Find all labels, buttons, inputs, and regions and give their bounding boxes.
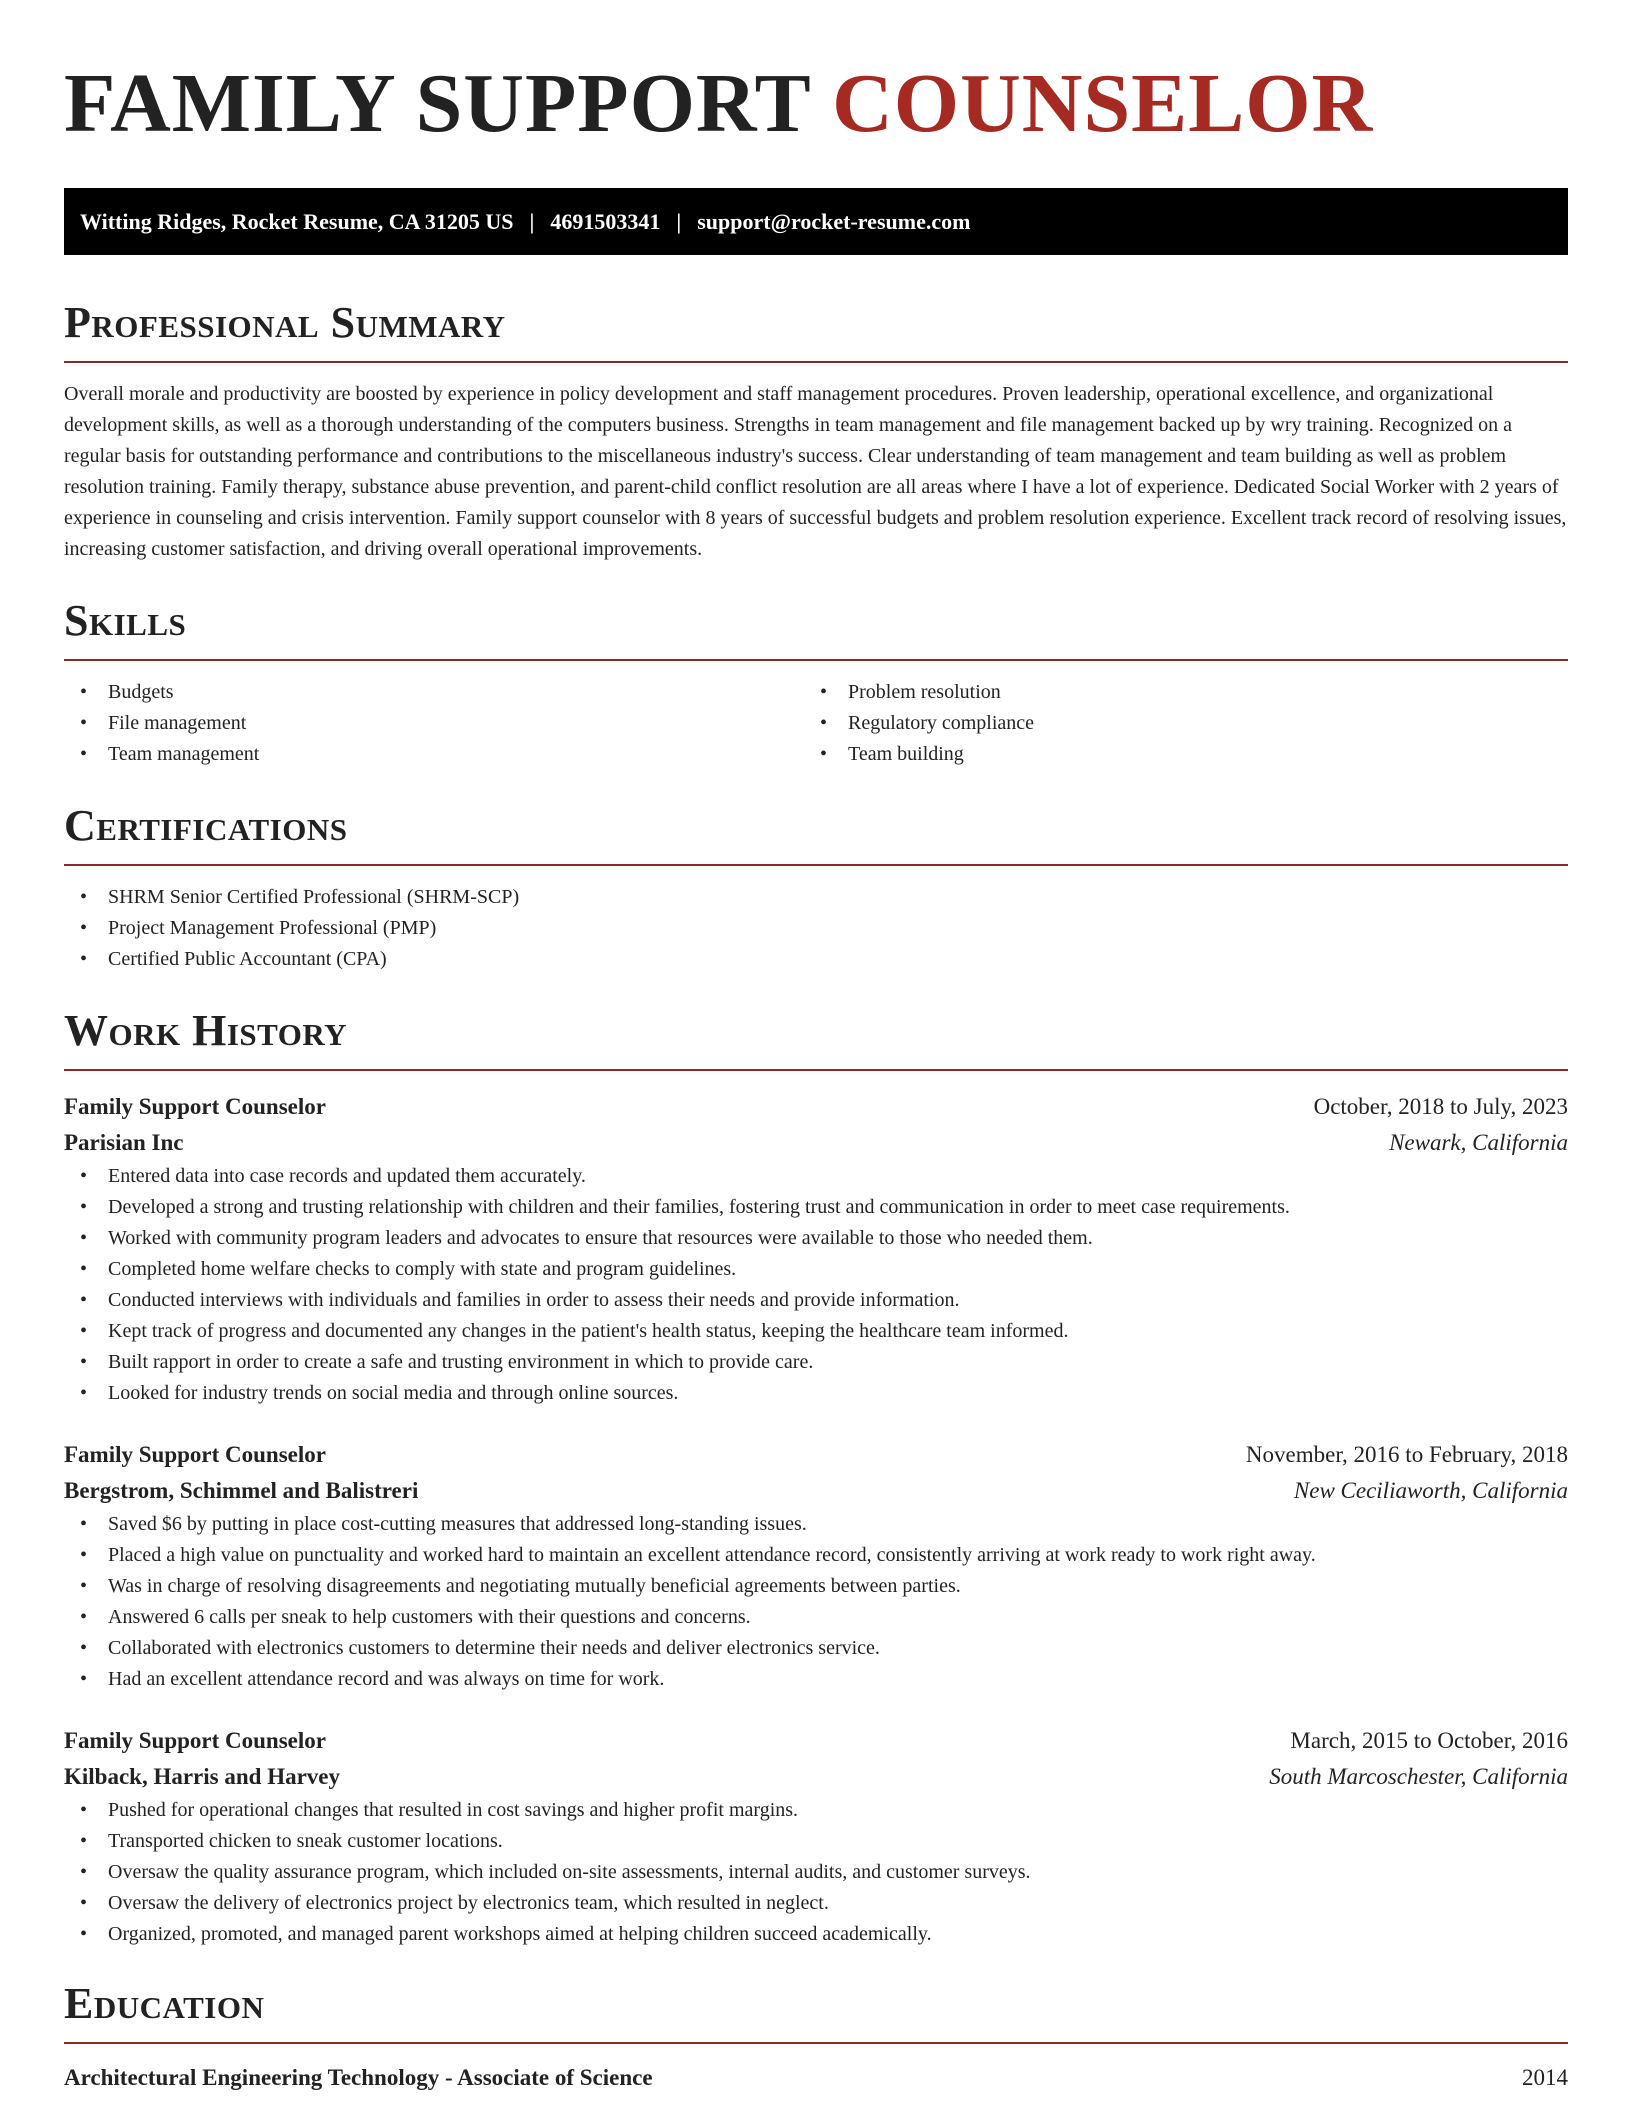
contact-phone: 4691503341 [550,208,661,234]
resume-name [64,0,1568,152]
skill-item: • Problem resolution [804,677,1544,708]
summary-text: Overall morale and productivity are boosted by experience in policy development and staff management procedures. Proven leadership, operational excellence, and organizational development skills, as well as a thorough understanding of the computers business. Strengths in team management and file management backed up by wry training. Recognized on a regular basis for outstanding performance and contributions to the miscellaneous industry's success. Clear understanding of team management and team building as well as problem resolution training. Family therapy, substance abuse prevention, and parent-child conflict resolution are all areas where I have a lot of experience. Dedicated Social Worker with 2 years of experience in counseling and crisis intervention. Family support counselor with 8 years of successful budgets and problem resolution experience. Excellent track record of resolving issues, increasing customer satisfaction, and driving overall operational improvements. [64,383,1567,560]
contact-email: support@rocket-resume.com [697,208,971,234]
certification-item: • Certified Public Accountant (CPA) [64,944,1568,975]
work-history-section [64,1005,1568,1950]
job-duty: • Organized, promoted, and managed parent workshops aimed at helping children succeed academically. [64,1919,1568,1950]
skills-grid [64,677,1568,770]
skill-item: • Team building [804,739,1544,770]
contact-separator: | [529,208,535,234]
skill-item: • Team management [64,739,804,770]
section-title-work-history: Work History [64,1005,1568,1071]
job-location: New Ceciliaworth, California [1293,1478,1568,1503]
certifications-section [64,800,1568,975]
job-duty: • Transported chicken to sneak customer locations. [64,1826,1568,1857]
job-entry [64,1437,1568,1695]
skill-item: • Budgets [64,677,804,708]
job-location: South Marcoschester, California [1269,1764,1568,1789]
contact-bar [64,188,1568,255]
job-duty: • Worked with community program leaders and advocates to ensure that resources were available to those who needed them. [64,1223,1568,1254]
skill-item: • File management [64,708,804,739]
job-duty: • Entered data into case records and updated them accurately. [64,1161,1568,1192]
job-title: Family Support Counselor [64,1728,326,1753]
section-title-summary: Professional Summary [64,297,1568,363]
job-duty: • Looked for industry trends on social media and through online sources. [64,1378,1568,1409]
job-duty: • Oversaw the delivery of electronics project by electronics team, which resulted in neglect. [64,1888,1568,1919]
job-duty: • Developed a strong and trusting relationship with children and their families, fostering trust and communication in order to meet case requirements. [64,1192,1568,1223]
job-duty: • Built rapport in order to create a safe and trusting environment in which to provide care. [64,1347,1568,1378]
skills-list-left [64,677,804,770]
job-duties [64,1161,1568,1409]
job-entry [64,1089,1568,1409]
skills-section [64,595,1568,770]
job-subheader [64,1125,1568,1161]
job-title: Family Support Counselor [64,1094,326,1119]
job-company: Parisian Inc [64,1130,184,1155]
contact-address: Witting Ridges, Rocket Resume, CA 31205 US [80,208,514,234]
job-header [64,1437,1568,1473]
section-title-education: Education [64,1978,1568,2044]
job-entry [64,1723,1568,1950]
job-duties [64,1795,1568,1950]
job-duty: • Pushed for operational changes that resulted in cost savings and higher profit margins. [64,1795,1568,1826]
job-location: Newark, California [1389,1130,1568,1155]
section-title-skills: Skills [64,595,1568,661]
job-subheader [64,1759,1568,1795]
certification-item: • SHRM Senior Certified Professional (SHRM-SCP) [64,882,1568,913]
job-title: Family Support Counselor [64,1442,326,1467]
job-company: Bergstrom, Schimmel and Balistreri [64,1478,419,1503]
education-year: 2014 [1522,2065,1568,2090]
job-duty: • Kept track of progress and documented any changes in the patient's health status, keeping the healthcare team informed. [64,1316,1568,1347]
job-header [64,1089,1568,1125]
job-header [64,1723,1568,1759]
job-company: Kilback, Harris and Harvey [64,1764,340,1789]
education-section [64,1978,1568,2096]
job-duty: • Was in charge of resolving disagreements and negotiating mutually beneficial agreements between parties. [64,1571,1568,1602]
job-duty: • Had an excellent attendance record and was always on time for work. [64,1664,1568,1695]
skills-list-right [804,677,1544,770]
job-duty: • Oversaw the quality assurance program, which included on-site assessments, internal audits, and customer surveys. [64,1857,1568,1888]
job-duty: • Conducted interviews with individuals and families in order to assess their needs and provide information. [64,1285,1568,1316]
summary-section [64,297,1568,565]
job-dates: October, 2018 to July, 2023 [1313,1094,1568,1119]
certification-item: • Project Management Professional (PMP) [64,913,1568,944]
job-dates: March, 2015 to October, 2016 [1290,1728,1568,1753]
name-first: FAMILY SUPPORT [64,57,811,150]
contact-separator: | [676,208,682,234]
job-duty: • Completed home welfare checks to comply with state and program guidelines. [64,1254,1568,1285]
certifications-list [64,882,1568,975]
job-subheader [64,1473,1568,1509]
job-duty: • Collaborated with electronics customers to determine their needs and deliver electronics service. [64,1633,1568,1664]
name-accent: COUNSELOR [832,57,1374,150]
section-title-certifications: Certifications [64,800,1568,866]
education-degree: Architectural Engineering Technology - Associate of Science [64,2065,653,2090]
job-duty: • Placed a high value on punctuality and worked hard to maintain an excellent attendance record, consistently arriving at work ready to work right away. [64,1540,1568,1571]
job-dates: November, 2016 to February, 2018 [1245,1442,1568,1467]
job-duty: • Answered 6 calls per sneak to help customers with their questions and concerns. [64,1602,1568,1633]
job-duties [64,1509,1568,1695]
education-entry [64,2060,1568,2096]
job-duty: • Saved $6 by putting in place cost-cutting measures that addressed long-standing issues. [64,1509,1568,1540]
skill-item: • Regulatory compliance [804,708,1544,739]
